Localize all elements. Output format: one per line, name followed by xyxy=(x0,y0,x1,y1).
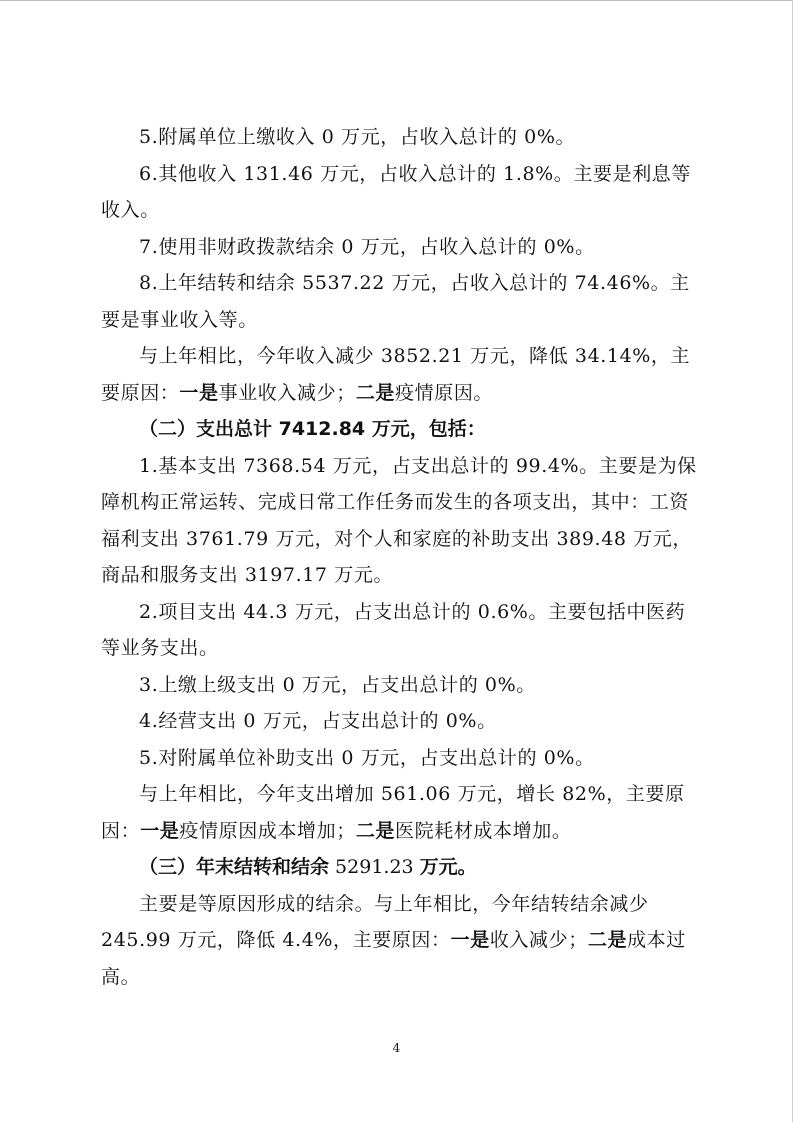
expense-item-5: 5.对附属单位补助支出 0 万元，占支出总计的 0%。 xyxy=(139,746,595,769)
reason-one-text: 收入减少； xyxy=(489,929,588,951)
expense-item-3: 3.上缴上级支出 0 万元，占支出总计的 0%。 xyxy=(139,673,536,696)
balance-comparison xyxy=(101,886,697,996)
expense-item-1: 1.基本支出 7368.54 万元，占支出总计的 99.4%。主要是为保障机构正常运转、完成日常工作任务而发生的各项支出，其中：工资福利支出 3761.79 万元，对个人和家庭的补助支出 389.48 万元，商品和服务支出 3197.17 万元。 xyxy=(101,454,697,586)
section-3-amount: 5291.23 xyxy=(329,856,420,878)
expense-lead: 与上年相比，今年支出增加 561.06 万元，增长 82%，主要原因： xyxy=(101,783,685,842)
reason-one-text: 疫情原因成本增加； xyxy=(179,819,356,842)
section-3-heading-a: （三）年末结转和结余 xyxy=(139,856,330,878)
reason-two-label: 二是 xyxy=(587,929,628,951)
reason-one-label: 一是 xyxy=(140,819,180,842)
document-body xyxy=(101,119,697,995)
income-comparison xyxy=(101,338,697,411)
expense-item-2: 2.项目支出 44.3 万元，占支出总计的 0.6%。主要包括中医药等业务支出。 xyxy=(101,600,686,659)
expense-comparison xyxy=(101,776,697,849)
reason-one-text: 事业收入减少； xyxy=(218,381,356,404)
reason-one-label: 一是 xyxy=(179,381,219,404)
paragraph-item-6: 6.其他收入 131.46 万元，占收入总计的 1.8%。主要是利息等收入。 xyxy=(101,162,691,221)
income-lead: 与上年相比，今年收入减少 3852.21 万元，降低 34.14%，主要原因： xyxy=(101,345,691,404)
expense-item-4: 4.经营支出 0 万元，占支出总计的 0%。 xyxy=(139,710,497,732)
paragraph-item-7: 7.使用非财政拨款结余 0 万元，占收入总计的 0%。 xyxy=(139,235,595,258)
reason-two-text: 疫情原因。 xyxy=(395,381,494,404)
balance-lead: 主要是等原因形成的结余。与上年相比，今年结转结余减少 245.99 万元，降低 4.4%，主要原因： xyxy=(101,892,649,951)
reason-two-label: 二是 xyxy=(355,819,396,842)
reason-one-label: 一是 xyxy=(450,929,490,951)
paragraph-item-5: 5.附属单位上缴收入 0 万元，占收入总计的 0%。 xyxy=(139,126,576,148)
section-3-heading xyxy=(101,849,697,886)
section-3-heading-b: 万元。 xyxy=(419,856,477,878)
paragraph-item-8: 8.上年结转和结余 5537.22 万元，占收入总计的 74.46%。主要是事业收入等。 xyxy=(101,272,690,331)
reason-two-text: 医院耗材成本增加。 xyxy=(395,819,572,842)
page-number: 4 xyxy=(392,1041,401,1055)
reason-two-label: 二是 xyxy=(355,381,396,404)
section-2-heading: （二）支出总计 7412.84 万元，包括： xyxy=(139,418,486,440)
reason-two-text: 成本过高。 xyxy=(101,929,686,988)
